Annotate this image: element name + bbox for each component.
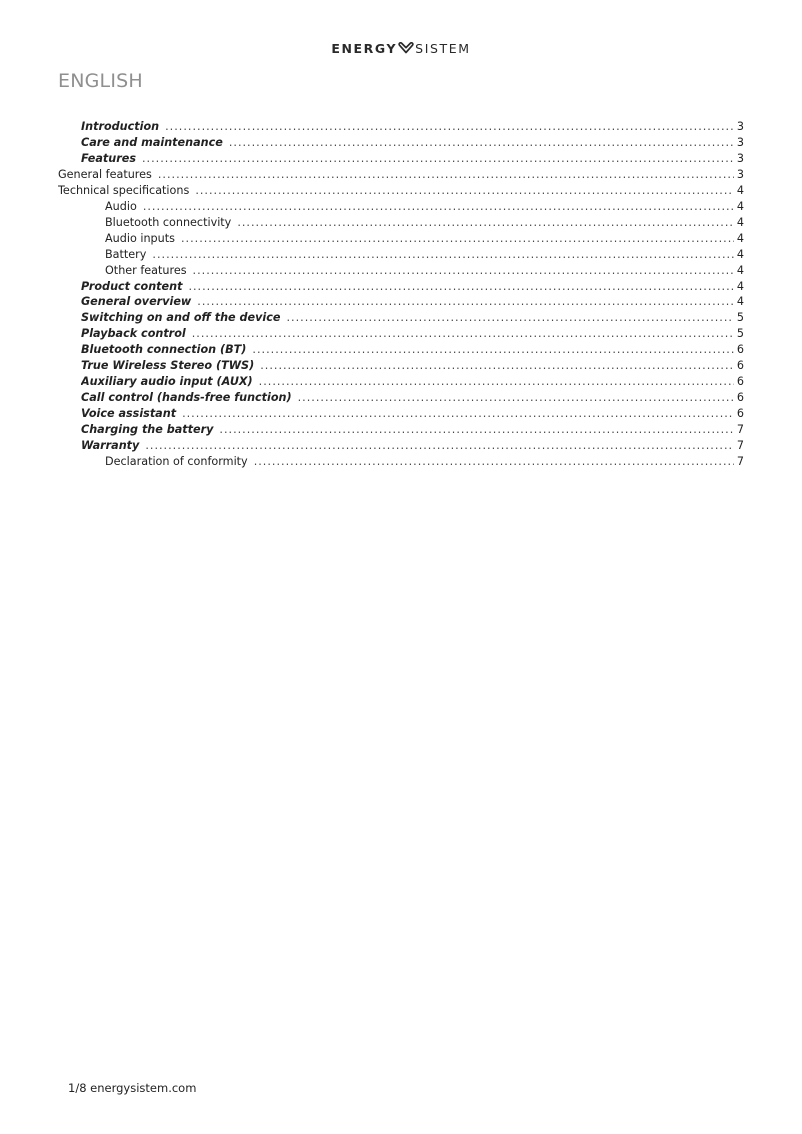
toc-leader-dots xyxy=(259,374,734,390)
toc-entry[interactable] xyxy=(81,342,744,358)
toc-entry-page: 5 xyxy=(736,311,744,325)
toc-leader-dots xyxy=(193,263,734,279)
toc-entry[interactable] xyxy=(105,454,744,470)
toc-leader-dots xyxy=(142,151,734,167)
toc-entry[interactable] xyxy=(81,310,744,326)
toc-entry-page: 4 xyxy=(736,263,744,277)
toc-entry[interactable] xyxy=(81,151,744,167)
brand-name-part1: ENERGY xyxy=(331,41,398,56)
toc-leader-dots xyxy=(192,326,734,342)
toc-entry[interactable] xyxy=(81,390,744,406)
toc-entry[interactable] xyxy=(58,167,744,183)
toc-entry[interactable] xyxy=(105,231,744,247)
toc-leader-dots xyxy=(182,406,734,422)
toc-entry-label: Technical specifications xyxy=(58,183,190,197)
toc-entry-label: Introduction xyxy=(81,120,160,133)
toc-entry-label: Care and maintenance xyxy=(81,135,223,149)
toc-entry-page: 6 xyxy=(736,407,744,421)
toc-leader-dots xyxy=(188,279,733,295)
toc-leader-dots xyxy=(195,183,734,199)
toc-entry-page: 7 xyxy=(736,423,744,437)
toc-entry-page: 4 xyxy=(736,295,744,309)
toc-leader-dots xyxy=(181,231,734,247)
toc-entry[interactable] xyxy=(105,215,744,231)
toc-entry-label: Auxiliary audio input (AUX) xyxy=(81,375,253,389)
toc-entry-page: 4 xyxy=(736,279,744,293)
toc-entry[interactable] xyxy=(81,119,744,135)
toc-entry-label: Call control (hands-free function) xyxy=(81,391,292,405)
toc-entry-label: Playback control xyxy=(81,327,186,341)
toc-entry-label: Features xyxy=(81,151,136,165)
toc-entry-label: General overview xyxy=(81,295,192,309)
toc-leader-dots xyxy=(158,167,734,183)
toc-entry-page: 3 xyxy=(736,135,744,149)
toc-entry-page: 4 xyxy=(736,199,744,213)
toc-leader-dots xyxy=(286,310,733,326)
toc-leader-dots xyxy=(152,247,733,263)
toc-entry-label: Product content xyxy=(81,279,183,293)
toc-entry-page: 4 xyxy=(736,247,744,261)
toc-entry[interactable] xyxy=(81,294,744,310)
toc-leader-dots xyxy=(219,422,733,438)
toc-entry[interactable] xyxy=(81,374,744,390)
toc-entry-page: 3 xyxy=(736,120,744,133)
toc-entry[interactable] xyxy=(105,263,744,279)
toc-leader-dots xyxy=(145,438,734,454)
toc-entry-page: 4 xyxy=(736,215,744,229)
toc-entry-label: Bluetooth connectivity xyxy=(105,215,232,229)
toc-entry-page: 7 xyxy=(736,439,744,452)
toc-entry[interactable] xyxy=(81,406,744,422)
toc-entry-label: Audio inputs xyxy=(105,231,175,245)
toc-entry-label: Voice assistant xyxy=(81,407,177,421)
toc-entry-label: Declaration of conformity xyxy=(105,454,248,468)
brand-logo xyxy=(0,41,802,56)
heart-check-icon xyxy=(398,42,414,54)
toc-entry-page: 3 xyxy=(736,167,744,181)
toc-entry-label: Switching on and off the device xyxy=(81,311,281,325)
toc-leader-dots xyxy=(143,199,734,215)
toc-entry-label: Battery xyxy=(105,247,147,261)
toc-entry-page: 6 xyxy=(736,359,744,373)
toc-entry-page: 4 xyxy=(736,183,744,197)
toc-entry[interactable] xyxy=(58,183,744,199)
toc-leader-dots xyxy=(237,215,734,231)
toc-entry[interactable] xyxy=(81,279,744,295)
toc-entry-label: True Wireless Stereo (TWS) xyxy=(81,359,255,373)
toc-entry[interactable] xyxy=(105,247,744,263)
toc-entry-page: 5 xyxy=(736,327,744,341)
toc-entry-label: Warranty xyxy=(81,439,140,452)
section-title: ENGLISH xyxy=(58,70,143,92)
toc-entry-page: 6 xyxy=(736,375,744,389)
toc-leader-dots xyxy=(229,135,734,151)
toc-entry-page: 3 xyxy=(736,151,744,165)
toc-leader-dots xyxy=(165,119,734,135)
toc-leader-dots xyxy=(298,390,734,406)
toc-entry[interactable] xyxy=(81,326,744,342)
toc-leader-dots xyxy=(254,454,734,470)
toc-entry[interactable] xyxy=(81,438,744,454)
toc-entry[interactable] xyxy=(105,199,744,215)
brand-name-part2: SISTEM xyxy=(415,41,471,56)
toc-entry[interactable] xyxy=(81,358,744,374)
toc-entry[interactable] xyxy=(81,135,744,151)
toc-entry-page: 6 xyxy=(736,343,744,357)
toc-leader-dots xyxy=(260,358,734,374)
toc-entry-label: General features xyxy=(58,167,152,181)
toc-entry[interactable] xyxy=(81,422,744,438)
toc-entry-label: Other features xyxy=(105,263,187,277)
toc-leader-dots xyxy=(197,294,734,310)
toc-entry-label: Audio xyxy=(105,199,137,213)
toc-entry-label: Bluetooth connection (BT) xyxy=(81,343,247,357)
toc-leader-dots xyxy=(252,342,733,358)
toc-entry-page: 4 xyxy=(736,231,744,245)
toc-entry-page: 6 xyxy=(736,391,744,405)
page-footer: 1/8 energysistem.com xyxy=(68,1081,197,1095)
toc-entry-label: Charging the battery xyxy=(81,423,214,437)
toc-entry-page: 7 xyxy=(736,454,744,468)
